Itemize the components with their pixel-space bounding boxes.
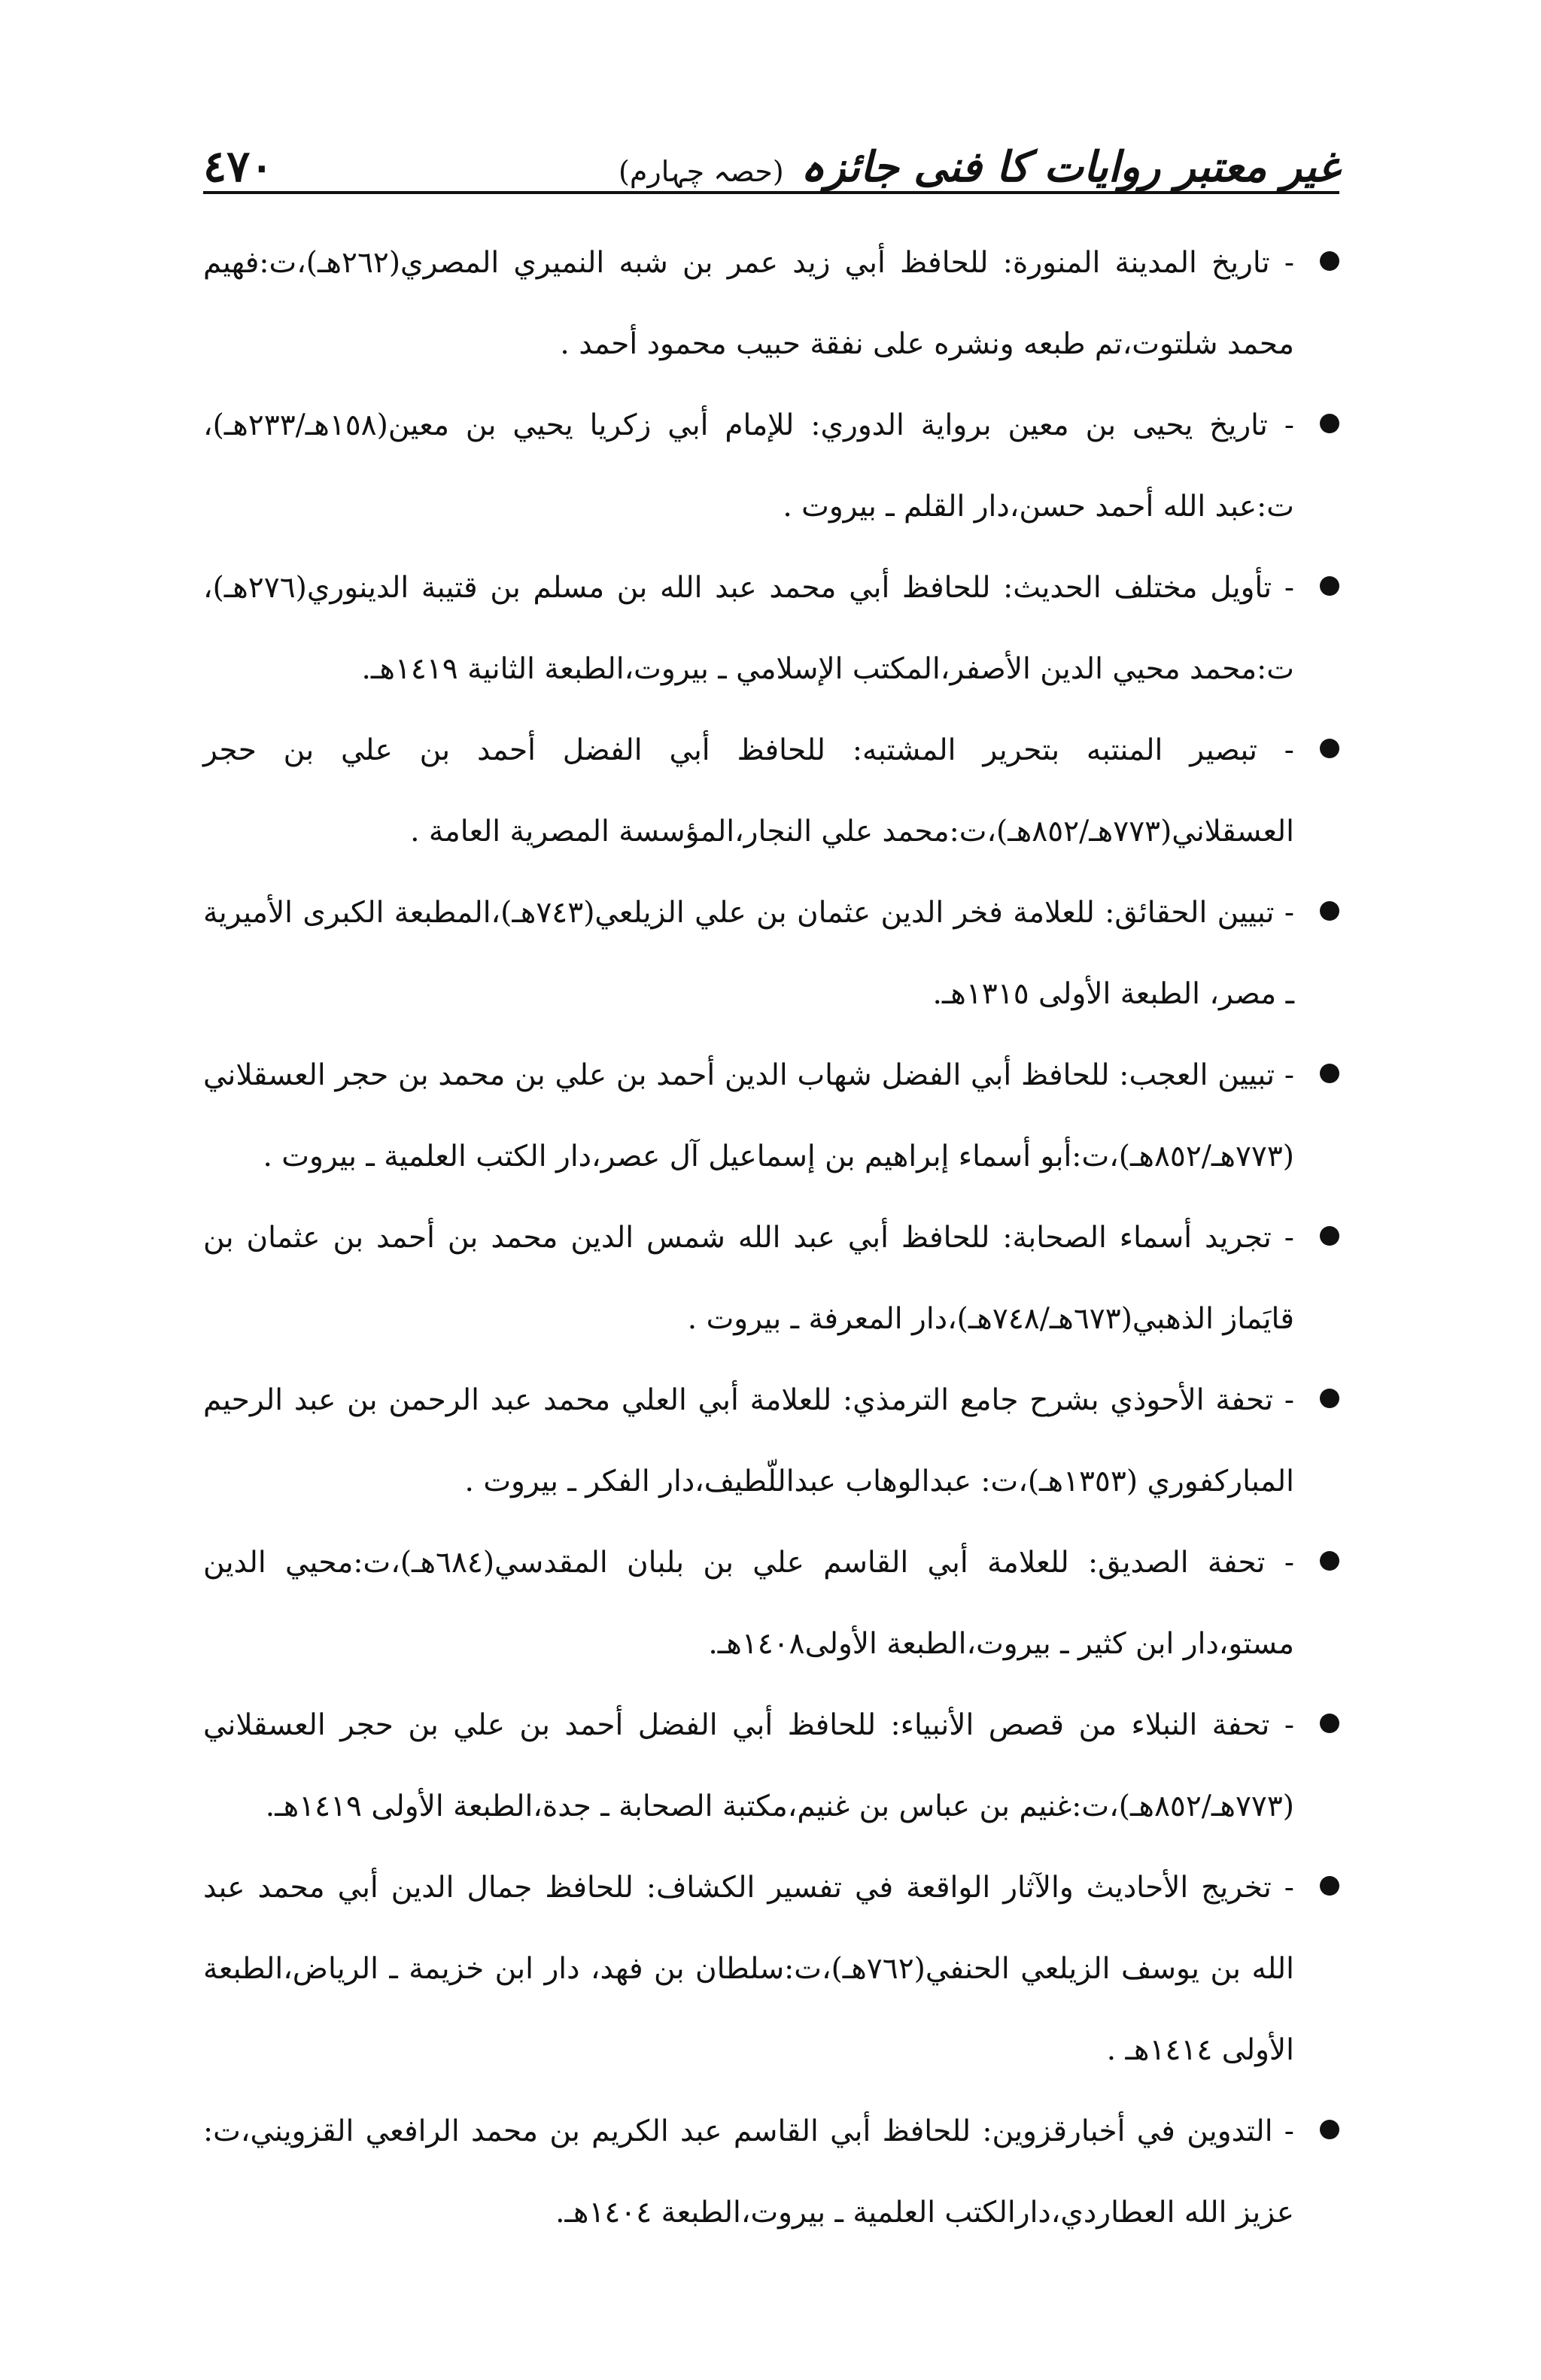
entry-text: - تحفة النبلاء من قصص الأنبياء: للحافظ أبي الفضل أحمد بن علي بن حجر العسقلاني (٧٧٣هـ/٨٥٢هـ)،ت:غنيم بن عباس بن غنيم،مكتبة الصحابة ـ جدة،الطبعة الأولى ١٤١٩هـ. <box>203 1708 1294 1823</box>
entry-text: - تأويل مختلف الحديث: للحافظ أبي محمد عبد الله بن مسلم بن قتيبة الدينوري(٢٧٦هـ)، ت:محمد محيي الدين الأصفر،المكتب الإسلامي ـ بيروت،الطبعة الثانية ١٤١٩هـ. <box>203 571 1294 686</box>
entry-text: - التدوين في أخبارقزوين: للحافظ أبي القاسم عبد الكريم بن محمد الرافعي القزويني،ت: عزيز الله العطاردي،دارالكتب العلمية ـ بيروت،الطبعة ١٤٠٤هـ. <box>203 2114 1294 2230</box>
entry-text: - تخريج الأحاديث والآثار الواقعة في تفسير الكشاف: للحافظ جمال الدين أبي محمد عبد الله بن يوسف الزيلعي الحنفي(٧٦٢هـ)،ت:سلطان بن فهد، دار ابن خزيمة ـ الرياض،الطبعة الأولى ١٤١٤هـ . <box>203 1871 1294 2067</box>
bullet-icon <box>1320 1226 1339 1246</box>
entry-text: - تبصير المنتبه بتحرير المشتبه: للحافظ أبي الفضل أحمد بن علي بن حجر العسقلاني(٧٧٣هـ/٨٥٢هـ)،ت:محمد علي النجار،المؤسسة المصرية العامة . <box>203 733 1294 848</box>
bibliography-entry <box>203 1522 1339 1685</box>
bullet-icon <box>1320 1551 1339 1571</box>
bullet-icon <box>1320 414 1339 433</box>
book-title <box>619 142 1339 192</box>
header-divider <box>203 191 1339 194</box>
entry-text: - تجريد أسماء الصحابة: للحافظ أبي عبد الله شمس الدين محمد بن أحمد بن عثمان بن قايَماز الذهبي(٦٧٣هـ/٧٤٨هـ)،دار المعرفة ـ بيروت . <box>203 1221 1294 1336</box>
bullet-icon <box>1320 1064 1339 1083</box>
bibliography-list <box>203 223 1339 2254</box>
bibliography-entry <box>203 710 1339 873</box>
bullet-icon <box>1320 1389 1339 1408</box>
bullet-icon <box>1320 1876 1339 1896</box>
bibliography-entry <box>203 873 1339 1035</box>
entry-text: - تحفة الأحوذي بشرح جامع الترمذي: للعلامة أبي العلي محمد عبد الرحمن بن عبد الرحيم المباركفوري (١٣٥٣هـ)،ت: عبدالوهاب عبداللّطيف،دار الفكر ـ بيروت . <box>203 1383 1294 1498</box>
bibliography-entry <box>203 1685 1339 1847</box>
book-title-text: غیر معتبر روایات کا فنی جائزہ <box>800 142 1339 192</box>
bibliography-entry <box>203 1198 1339 1360</box>
bibliography-entry <box>203 2091 1339 2254</box>
bullet-icon <box>1320 2120 1339 2139</box>
bibliography-entry <box>203 223 1339 385</box>
bullet-icon <box>1320 739 1339 758</box>
entry-text: - تبيين العجب: للحافظ أبي الفضل شهاب الدين أحمد بن علي بن محمد بن حجر العسقلاني (٧٧٣هـ/٨٥٢هـ)،ت:أبو أسماء إبراهيم بن إسماعيل آل عصر،دار الكتب العلمية ـ بيروت . <box>203 1058 1294 1173</box>
page-number: ٤٧٠ <box>203 141 274 192</box>
bullet-icon <box>1320 576 1339 596</box>
entry-text: - تبيين الحقائق: للعلامة فخر الدين عثمان بن علي الزيلعي(٧٤٣هـ)،المطبعة الكبرى الأميرية ـ مصر، الطبعة الأولى ١٣١٥هـ. <box>203 896 1295 1011</box>
book-part: (حصہ چہارم) <box>619 155 784 188</box>
page-header <box>203 113 1339 192</box>
bibliography-entry <box>203 1360 1339 1522</box>
bullet-icon <box>1320 251 1339 271</box>
bibliography-entry <box>203 1035 1339 1198</box>
bibliography-entry <box>203 1847 1339 2091</box>
entry-text: - تاريخ يحيى بن معين برواية الدوري: للإمام أبي زكريا يحيي بن معين(١٥٨هـ/٢٣٣هـ)، ت:عبد الله أحمد حسن،دار القلم ـ بيروت . <box>203 408 1294 524</box>
bibliography-entry <box>203 385 1339 548</box>
entry-text: - تحفة الصديق: للعلامة أبي القاسم علي بن بلبان المقدسي(٦٨٤هـ)،ت:محيي الدين مستو،دار ابن كثير ـ بيروت،الطبعة الأولى١٤٠٨هـ. <box>203 1546 1294 1661</box>
bullet-icon <box>1320 901 1339 921</box>
bibliography-entry <box>203 548 1339 710</box>
bullet-icon <box>1320 1714 1339 1733</box>
entry-text: - تاريخ المدينة المنورة: للحافظ أبي زيد عمر بن شبه النميري المصري(٢٦٢هـ)،ت:فهيم محمد شلتوت،تم طبعه ونشره على نفقة حبيب محمود أحمد . <box>203 246 1294 361</box>
